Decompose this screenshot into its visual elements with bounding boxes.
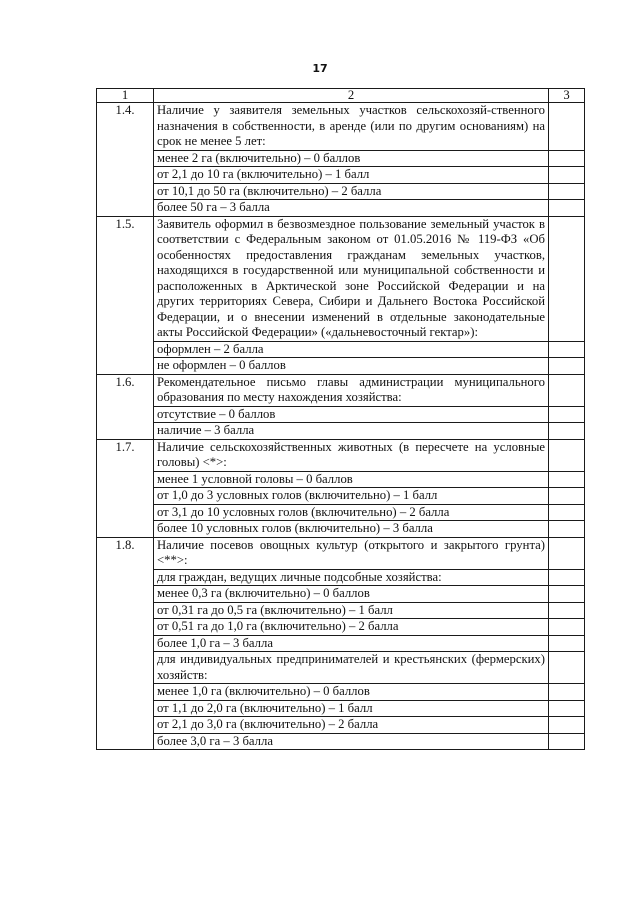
score-cell bbox=[549, 341, 585, 358]
option-text: наличие – 3 балла bbox=[154, 423, 549, 440]
option-text: от 2,1 до 3,0 га (включительно) – 2 балла bbox=[154, 717, 549, 734]
table-row bbox=[97, 488, 585, 505]
score-cell bbox=[549, 167, 585, 184]
section-number: 1.6. bbox=[97, 374, 154, 439]
table-row bbox=[97, 602, 585, 619]
section-number: 1.7. bbox=[97, 439, 154, 537]
score-cell bbox=[549, 358, 585, 375]
score-cell bbox=[549, 635, 585, 652]
header-col-1: 1 bbox=[97, 89, 154, 103]
table-row bbox=[97, 471, 585, 488]
option-text: менее 2 га (включительно) – 0 баллов bbox=[154, 150, 549, 167]
table-row bbox=[97, 733, 585, 750]
score-cell bbox=[549, 200, 585, 217]
score-cell bbox=[549, 586, 585, 603]
option-text: от 0,31 га до 0,5 га (включительно) – 1 балл bbox=[154, 602, 549, 619]
score-cell bbox=[549, 471, 585, 488]
option-text: более 10 условных голов (включительно) – 3 балла bbox=[154, 521, 549, 538]
table-row bbox=[97, 684, 585, 701]
table-row bbox=[97, 717, 585, 734]
table-row bbox=[97, 439, 585, 471]
section-number: 1.5. bbox=[97, 216, 154, 374]
group-label: для граждан, ведущих личные подсобные хозяйства: bbox=[154, 569, 549, 586]
score-cell bbox=[549, 619, 585, 636]
score-cell bbox=[549, 150, 585, 167]
option-text: отсутствие – 0 баллов bbox=[154, 406, 549, 423]
table-row bbox=[97, 569, 585, 586]
option-text: от 3,1 до 10 условных голов (включительно) – 2 балла bbox=[154, 504, 549, 521]
page-number: 17 bbox=[312, 62, 328, 75]
table-row bbox=[97, 537, 585, 569]
score-cell bbox=[549, 717, 585, 734]
group-label: для индивидуальных предпринимателей и крестьянских (фермерских) хозяйств: bbox=[154, 652, 549, 684]
score-cell bbox=[549, 103, 585, 151]
option-text: не оформлен – 0 баллов bbox=[154, 358, 549, 375]
score-cell bbox=[549, 504, 585, 521]
score-cell bbox=[549, 406, 585, 423]
table-row bbox=[97, 183, 585, 200]
score-cell bbox=[549, 537, 585, 569]
option-text: более 50 га – 3 балла bbox=[154, 200, 549, 217]
table-row bbox=[97, 150, 585, 167]
option-text: от 0,51 га до 1,0 га (включительно) – 2 балла bbox=[154, 619, 549, 636]
table-row bbox=[97, 103, 585, 151]
table-row bbox=[97, 700, 585, 717]
option-text: от 1,0 до 3 условных голов (включительно) – 1 балл bbox=[154, 488, 549, 505]
score-cell bbox=[549, 684, 585, 701]
score-cell bbox=[549, 602, 585, 619]
score-cell bbox=[549, 733, 585, 750]
option-text: оформлен – 2 балла bbox=[154, 341, 549, 358]
score-cell bbox=[549, 439, 585, 471]
header-row bbox=[97, 89, 585, 103]
table-row bbox=[97, 406, 585, 423]
option-text: менее 0,3 га (включительно) – 0 баллов bbox=[154, 586, 549, 603]
criteria-table bbox=[96, 88, 585, 750]
table-row bbox=[97, 358, 585, 375]
header-col-2: 2 bbox=[154, 89, 549, 103]
table-row bbox=[97, 167, 585, 184]
option-text: менее 1 условной головы – 0 баллов bbox=[154, 471, 549, 488]
score-cell bbox=[549, 488, 585, 505]
option-text: от 1,1 до 2,0 га (включительно) – 1 балл bbox=[154, 700, 549, 717]
table-row bbox=[97, 586, 585, 603]
option-text: более 3,0 га – 3 балла bbox=[154, 733, 549, 750]
score-cell bbox=[549, 183, 585, 200]
section-number: 1.4. bbox=[97, 103, 154, 217]
table-row bbox=[97, 374, 585, 406]
section-number: 1.8. bbox=[97, 537, 154, 750]
score-cell bbox=[549, 521, 585, 538]
score-cell bbox=[549, 700, 585, 717]
criterion-title: Наличие посевов овощных культур (открытого и закрытого грунта) <**>: bbox=[154, 537, 549, 569]
score-cell bbox=[549, 423, 585, 440]
table-row bbox=[97, 504, 585, 521]
table-row bbox=[97, 619, 585, 636]
score-cell bbox=[549, 374, 585, 406]
table-row bbox=[97, 200, 585, 217]
option-text: от 10,1 до 50 га (включительно) – 2 балла bbox=[154, 183, 549, 200]
score-cell bbox=[549, 216, 585, 341]
table-row bbox=[97, 652, 585, 684]
header-col-3: 3 bbox=[549, 89, 585, 103]
table-row bbox=[97, 521, 585, 538]
criterion-title: Заявитель оформил в безвозмездное пользование земельный участок в соответствии с Федеральным законом от 01.05.2016 № 119-ФЗ «Об особенностях предоставления гражданам земельных участков, находящихся в государственной или муниципальной собственности и расположенных в Арктической зоне Российской Федерации и на других территориях Севера, Сибири и Дальнего Востока Российской Федерации, и о внесении изменений в отдельные законодательные акты Российской Федерации» («дальневосточный гектар»): bbox=[154, 216, 549, 341]
table-row bbox=[97, 423, 585, 440]
option-text: более 1,0 га – 3 балла bbox=[154, 635, 549, 652]
table-row bbox=[97, 216, 585, 341]
criterion-title: Рекомендательное письмо главы администрации муниципального образования по месту нахождения хозяйства: bbox=[154, 374, 549, 406]
criterion-title: Наличие сельскохозяйственных животных (в пересчете на условные головы) <*>: bbox=[154, 439, 549, 471]
criterion-title: Наличие у заявителя земельных участков сельскохозяй-ственного назначения в собственности, в аренде (или по другим основаниям) на срок не менее 5 лет: bbox=[154, 103, 549, 151]
table-row bbox=[97, 635, 585, 652]
option-text: менее 1,0 га (включительно) – 0 баллов bbox=[154, 684, 549, 701]
score-cell bbox=[549, 569, 585, 586]
option-text: от 2,1 до 10 га (включительно) – 1 балл bbox=[154, 167, 549, 184]
score-cell bbox=[549, 652, 585, 684]
table-row bbox=[97, 341, 585, 358]
